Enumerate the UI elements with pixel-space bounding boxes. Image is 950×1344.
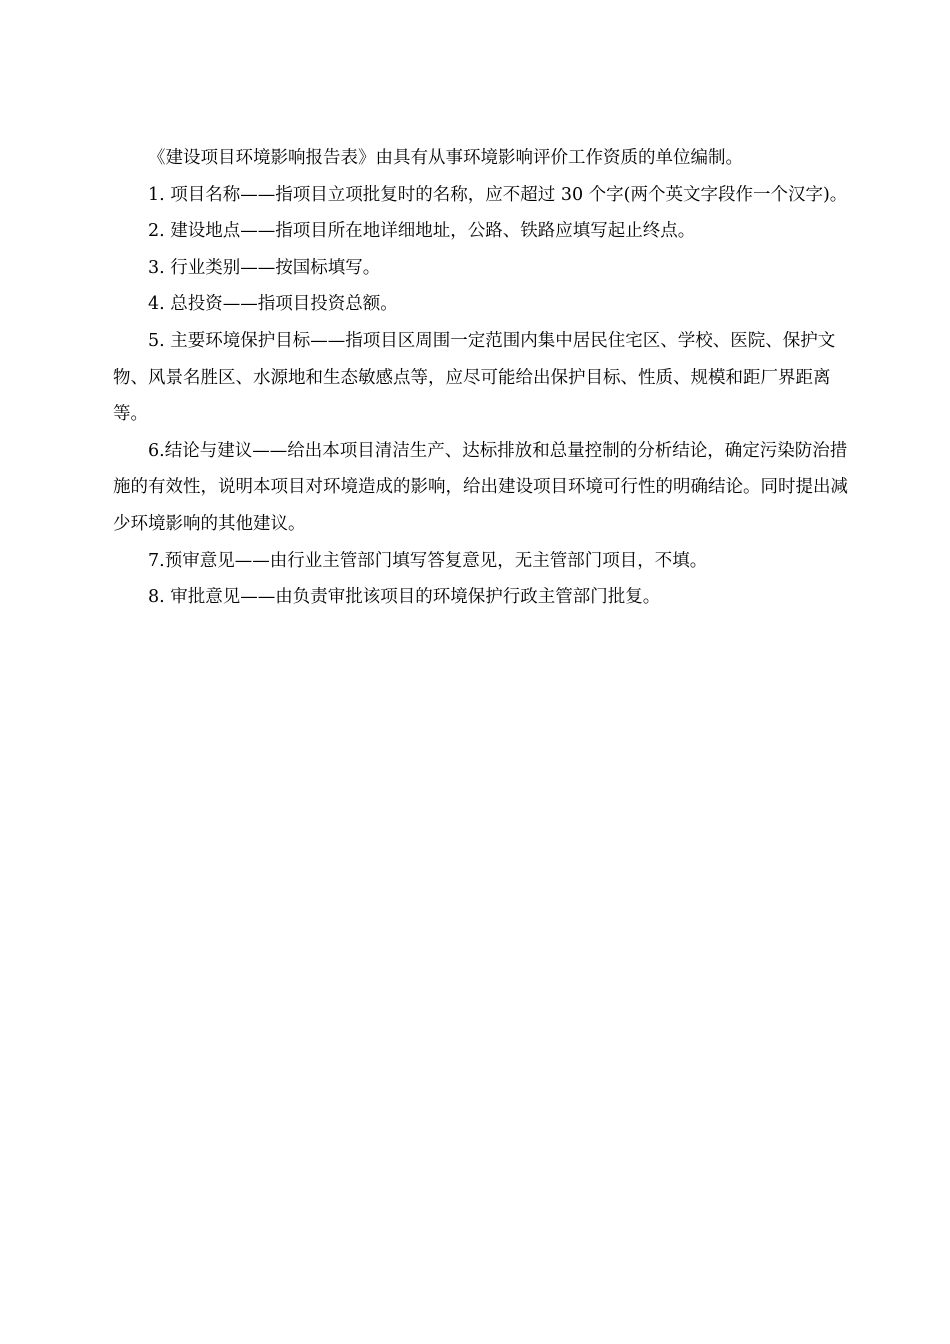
item-conclusion-suggestions: 6.结论与建议——给出本项目清洁生产、达标排放和总量控制的分析结论，确定污染防治措施的有效性，说明本项目对环境造成的影响，给出建设项目环境可行性的明确结论。同时提出减少环境影响的其他建议。	[113, 440, 848, 534]
item-protection-targets: 5. 主要环境保护目标——指项目区周围一定范围内集中居民住宅区、学校、医院、保护文物、风景名胜区、水源地和生态敏感点等，应尽可能给出保护目标、性质、规模和距厂界距离等。	[113, 330, 836, 425]
item-approval-opinion: 8. 审批意见——由负责审批该项目的环境保护行政主管部门批复。	[148, 587, 661, 608]
instructions-body	[113, 140, 848, 616]
item-construction-site: 2. 建设地点——指项目所在地详细地址，公路、铁路应填写起止终点。	[148, 221, 696, 242]
item-industry-category: 3. 行业类别——按国标填写。	[148, 257, 381, 278]
item-total-investment: 4. 总投资——指项目投资总额。	[148, 294, 398, 315]
item-preliminary-review: 7.预审意见——由行业主管部门填写答复意见，无主管部门项目，不填。	[148, 550, 708, 571]
item-project-name: 1. 项目名称——指项目立项批复时的名称，应不超过 30 个字(两个英文字段作一个汉字)。	[148, 184, 848, 205]
intro-paragraph: 《建设项目环境影响报告表》由具有从事环境影响评价工作资质的单位编制。	[148, 148, 743, 168]
